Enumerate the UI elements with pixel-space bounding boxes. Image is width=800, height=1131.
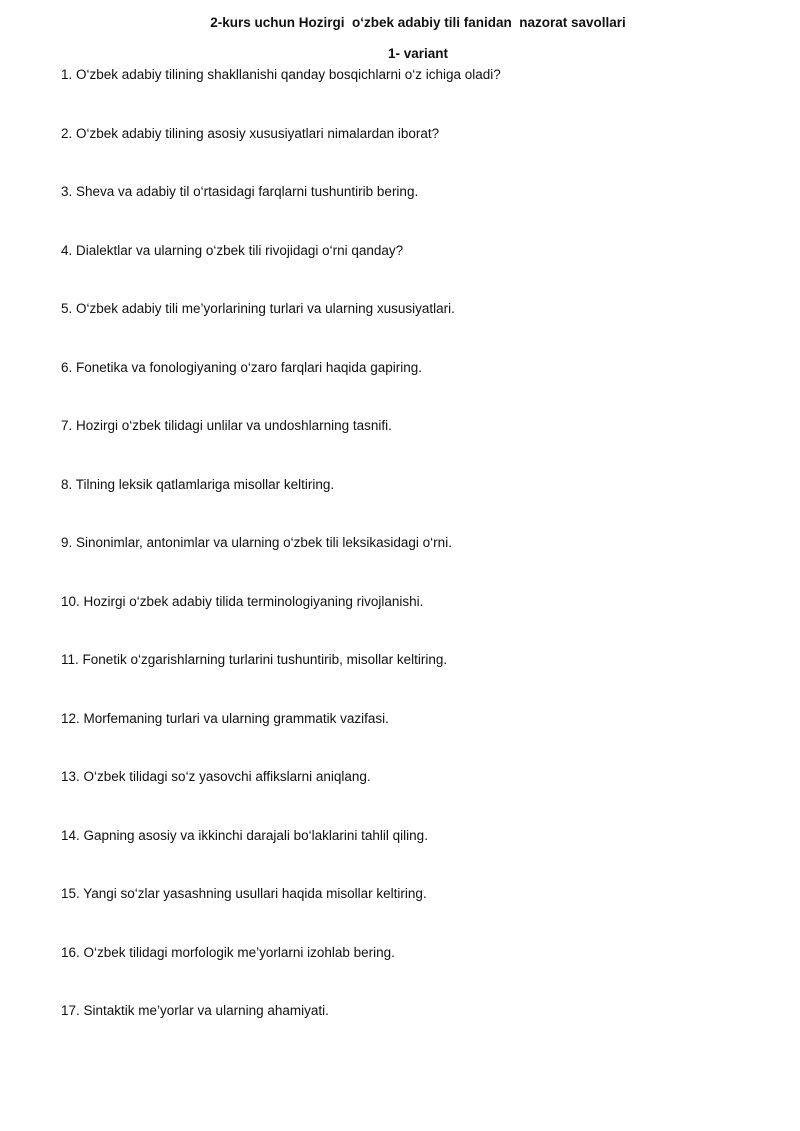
question-item: 14. Gapning asosiy va ikkinchi darajali bo‘laklarini tahlil qiling. bbox=[61, 827, 428, 843]
question-item: 5. O‘zbek adabiy tili me’yorlarining turlari va ularning xususiyatlari. bbox=[61, 301, 455, 316]
question-list bbox=[61, 66, 761, 1061]
question-item: 8. Tilning leksik qatlamlariga misollar keltiring. bbox=[61, 476, 335, 492]
question-item: 16. O‘zbek tilidagi morfologik me’yorlarni izohlab bering. bbox=[61, 944, 395, 960]
question-item: 12. Morfemaning turlari va ularning grammatik vazifasi. bbox=[61, 710, 389, 726]
question-item: 9. Sinonimlar, antonimlar va ularning o‘zbek tili leksikasidagi o‘rni. bbox=[61, 535, 452, 550]
question-item: 6. Fonetika va fonologiyaning o‘zaro farqlari haqida gapiring. bbox=[61, 359, 422, 375]
question-item: 7. Hozirgi o‘zbek tilidagi unlilar va undoshlarning tasnifi. bbox=[61, 418, 392, 433]
question-item: 3. Sheva va adabiy til o‘rtasidagi farqlarni tushuntirib bering. bbox=[61, 184, 419, 199]
question-item: 4. Dialektlar va ularning o‘zbek tili rivojidagi o‘rni qanday? bbox=[61, 242, 404, 258]
question-item: 11. Fonetik o‘zgarishlarning turlarini tushuntirib, misollar keltiring. bbox=[61, 652, 448, 667]
variant-heading: 1- variant bbox=[387, 46, 449, 61]
question-item: 13. O‘zbek tilidagi so‘z yasovchi affikslarni aniqlang. bbox=[61, 769, 371, 784]
document-title: 2-kurs uchun Hozirgi o‘zbek adabiy tili fanidan nazorat savollari bbox=[210, 15, 626, 30]
question-item: 10. Hozirgi o‘zbek adabiy tilida terminologiyaning rivojlanishi. bbox=[61, 593, 424, 609]
question-item: 2. O‘zbek adabiy tilining asosiy xususiyatlari nimalardan iborat? bbox=[61, 125, 440, 141]
question-item: 17. Sintaktik me’yorlar va ularning ahamiyati. bbox=[61, 1003, 329, 1018]
question-item: 15. Yangi so‘zlar yasashning usullari haqida misollar keltiring. bbox=[61, 886, 427, 901]
question-item: 1. O‘zbek adabiy tilining shakllanishi qanday bosqichlarni o‘z ichiga oladi? bbox=[61, 67, 501, 82]
